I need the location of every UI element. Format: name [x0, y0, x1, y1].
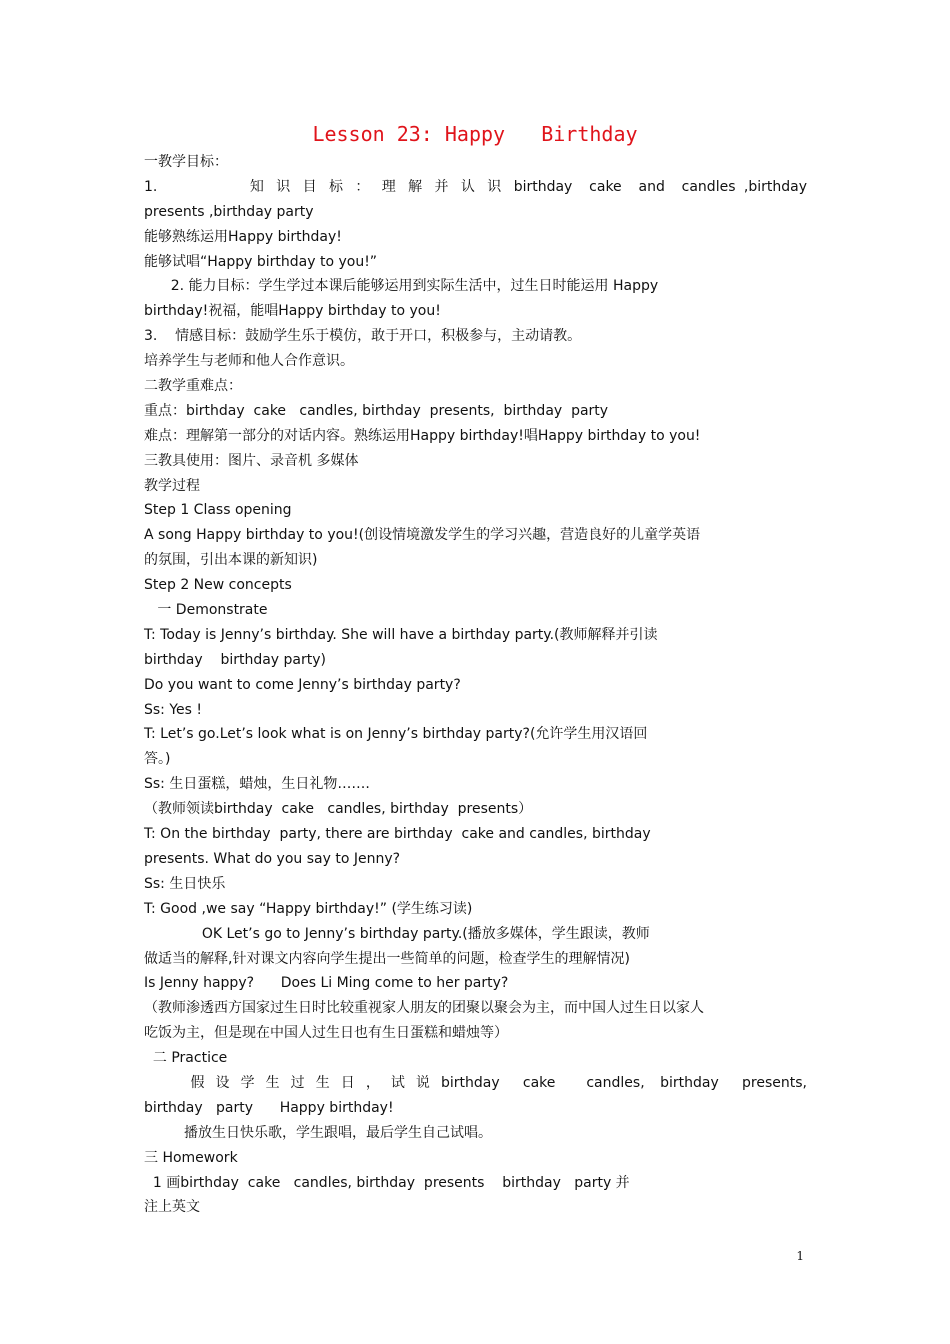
text-line: 能够熟练运用Happy birthday!	[144, 228, 342, 245]
text-line: （教师渗透西方国家过生日时比较重视家人朋友的团聚以聚会为主，而中国人过生日以家人	[144, 1000, 704, 1017]
text-line: 1 画birthday cake candles, birthday presents birthday party 并	[144, 1174, 630, 1191]
dialogue-line: T: On the birthday party, there are birthday cake and candles, birthday	[144, 826, 651, 843]
step-heading: Step 2 New concepts	[144, 577, 292, 594]
text-line: 3. 情感目标：鼓励学生乐于模仿，敢于开口，积极参与，主动请教。	[144, 328, 582, 345]
dialogue-line: OK Let’s go to Jenny’s birthday party.(播放多媒体，学生跟读，教师	[144, 925, 650, 942]
dialogue-line: T: Let’s go.Let’s look what is on Jenny’s birthday party?(允许学生用汉语回	[144, 726, 648, 743]
text-line: birthday party Happy birthday!	[144, 1099, 394, 1116]
step-heading: Step 1 Class opening	[144, 502, 292, 519]
section-heading: 二教学重难点：	[144, 378, 242, 395]
text-line: A song Happy birthday to you!(创设情境激发学生的学习兴趣，营造良好的儿童学英语	[144, 527, 701, 544]
section-heading: 三教具使用：图片、录音机 多媒体	[144, 452, 359, 469]
text-line: 吃饭为主，但是现在中国人过生日也有生日蛋糕和蜡烛等）	[144, 1025, 508, 1042]
dialogue-line: T: Good ,we say “Happy birthday!” (学生练习读)	[144, 900, 473, 917]
sub-heading: 一 Demonstrate	[144, 602, 268, 619]
text-line: 1. 知 识 目 标 ： 理 解 并 认 识 birthday cake and candles ,birthday	[144, 178, 807, 195]
dialogue-line: Ss: Yes !	[144, 701, 203, 718]
lesson-title: Lesson 23: Happy Birthday	[312, 122, 638, 146]
text-line: 能够试唱“Happy birthday to you!”	[144, 253, 378, 270]
dialogue-line: Ss: 生日蛋糕，蜡烛，生日礼物…….	[144, 776, 370, 793]
section-heading: 三 Homework	[144, 1149, 238, 1166]
text-line: 注上英文	[144, 1199, 200, 1216]
text-line: 难点：理解第一部分的对话内容。熟练运用Happy birthday!唱Happy birthday to you!	[144, 427, 701, 444]
text-line: 重点：birthday cake candles, birthday presents, birthday party	[144, 402, 609, 419]
text-line: 假 设 学 生 过 生 日 ， 试 说 birthday cake candles, birthday presents,	[144, 1074, 807, 1091]
dialogue-line: （教师领读birthday cake candles, birthday presents）	[144, 801, 533, 818]
dialogue-line: 答。)	[144, 751, 171, 768]
dialogue-line: presents. What do you say to Jenny?	[144, 850, 401, 867]
dialogue-line: T: Today is Jenny’s birthday. She will have a birthday party.(教师解释并引读	[144, 626, 658, 643]
text-line: birthday!祝福，能唱Happy birthday to you!	[144, 303, 441, 320]
section-heading: 教学过程	[144, 477, 200, 494]
sub-heading: 二 Practice	[144, 1050, 228, 1067]
dialogue-line: Ss: 生日快乐	[144, 875, 226, 892]
dialogue-line: Do you want to come Jenny’s birthday party?	[144, 676, 461, 693]
lesson-body	[144, 150, 807, 1220]
dialogue-line: 做适当的解释,针对课文内容向学生提出一些简单的问题，检查学生的理解情况)	[144, 950, 630, 967]
dialogue-line: birthday birthday party)	[144, 651, 326, 668]
text-line: 培养学生与老师和他人合作意识。	[144, 353, 354, 370]
page-number: 1	[796, 1249, 804, 1263]
text-line: 播放生日快乐歌，学生跟唱，最后学生自己试唱。	[144, 1124, 493, 1141]
dialogue-line: Is Jenny happy? Does Li Ming come to her party?	[144, 975, 509, 992]
text-line: 的氛围，引出本课的新知识)	[144, 552, 318, 569]
text-line: 2. 能力目标：学生学过本课后能够运用到实际生活中，过生日时能运用 Happy	[144, 278, 659, 295]
text-line: presents ,birthday party	[144, 203, 314, 220]
section-heading: 一教学目标：	[144, 154, 228, 170]
